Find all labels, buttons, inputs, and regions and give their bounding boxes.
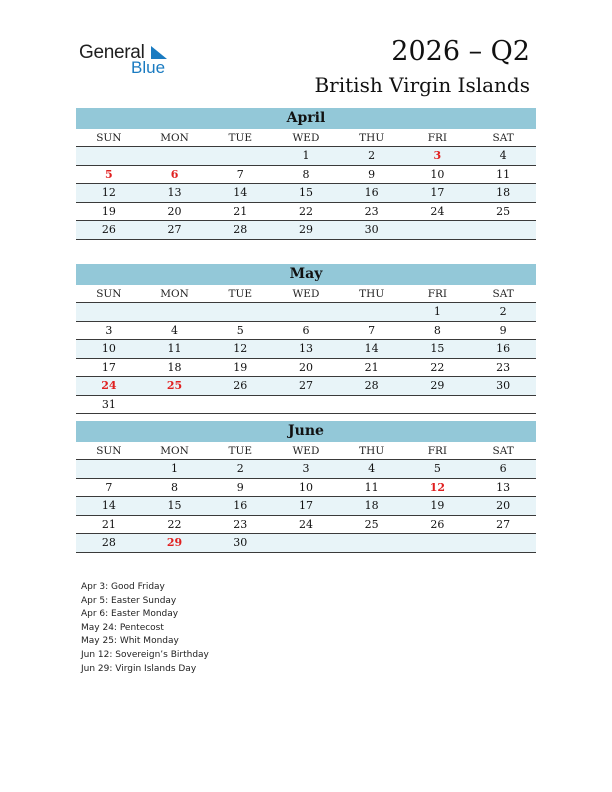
logo-text-blue: Blue: [131, 58, 166, 77]
day-cell: 27: [273, 377, 339, 396]
week-row: [76, 321, 536, 340]
week-row: [76, 515, 536, 534]
weekday-label: MON: [160, 131, 189, 144]
day-cell: 13: [273, 340, 339, 359]
weekday-label: MON: [160, 287, 189, 300]
day-cell: 10: [405, 165, 471, 184]
day-cell: 29: [142, 534, 208, 553]
holiday-list-item: Jun 29: Virgin Islands Day: [81, 663, 197, 674]
day-cell: 4: [339, 460, 405, 479]
week-row: [76, 395, 536, 414]
day-cell: 15: [405, 340, 471, 359]
week-row: [76, 202, 536, 221]
month-june: [76, 421, 536, 553]
day-cell: 24: [405, 202, 471, 221]
day-cell: 21: [76, 515, 142, 534]
empty-day-cell: [339, 534, 405, 553]
day-cell: 22: [273, 202, 339, 221]
day-cell: 8: [142, 478, 208, 497]
day-cell: 16: [470, 340, 536, 359]
day-cell: 20: [142, 202, 208, 221]
day-cell: 7: [207, 165, 273, 184]
day-cell: 3: [273, 460, 339, 479]
empty-day-cell: [405, 534, 471, 553]
day-cell: 21: [339, 358, 405, 377]
weekday-label: SAT: [492, 444, 514, 457]
day-cell: 2: [207, 460, 273, 479]
day-cell: 4: [142, 321, 208, 340]
empty-day-cell: [273, 303, 339, 322]
day-cell: 26: [76, 221, 142, 240]
day-cell: 18: [142, 358, 208, 377]
weekday-label: SUN: [96, 444, 122, 457]
empty-day-cell: [405, 221, 471, 240]
day-cell: 25: [339, 515, 405, 534]
day-cell: 11: [339, 478, 405, 497]
day-cell: 6: [470, 460, 536, 479]
day-cell: 9: [207, 478, 273, 497]
empty-day-cell: [339, 303, 405, 322]
holiday-list-item: May 25: Whit Monday: [81, 636, 179, 647]
day-cell: 9: [470, 321, 536, 340]
day-cell: 19: [405, 497, 471, 516]
day-cell: 2: [339, 147, 405, 166]
empty-day-cell: [339, 395, 405, 414]
generalblue-logo: [79, 40, 179, 80]
day-cell: 20: [273, 358, 339, 377]
weekday-label: SAT: [492, 131, 514, 144]
day-cell: 29: [405, 377, 471, 396]
day-cell: 7: [339, 321, 405, 340]
day-cell: 31: [76, 395, 142, 414]
weekday-label: SUN: [96, 287, 122, 300]
weekday-label: TUE: [228, 444, 253, 457]
day-cell: 21: [207, 202, 273, 221]
calendar-grid: [76, 129, 536, 240]
day-cell: 30: [339, 221, 405, 240]
day-cell: 8: [405, 321, 471, 340]
day-cell: 13: [470, 478, 536, 497]
day-cell: 6: [142, 165, 208, 184]
day-cell: 8: [273, 165, 339, 184]
day-cell: 14: [207, 184, 273, 203]
day-cell: 12: [76, 184, 142, 203]
empty-day-cell: [470, 395, 536, 414]
day-cell: 11: [142, 340, 208, 359]
day-cell: 17: [405, 184, 471, 203]
day-cell: 25: [142, 377, 208, 396]
day-cell: 10: [273, 478, 339, 497]
weekday-label: THU: [359, 444, 385, 457]
day-cell: 20: [470, 497, 536, 516]
day-cell: 6: [273, 321, 339, 340]
holiday-list-item: May 24: Pentecost: [81, 622, 164, 633]
weekday-label: MON: [160, 444, 189, 457]
weekday-label: THU: [359, 287, 385, 300]
day-cell: 30: [207, 534, 273, 553]
day-cell: 19: [76, 202, 142, 221]
week-row: [76, 340, 536, 359]
calendar-grid: [76, 285, 536, 414]
weekday-label: TUE: [228, 131, 253, 144]
day-cell: 15: [273, 184, 339, 203]
day-cell: 26: [207, 377, 273, 396]
day-cell: 5: [76, 165, 142, 184]
empty-day-cell: [76, 303, 142, 322]
day-cell: 13: [142, 184, 208, 203]
calendar-grid: [76, 442, 536, 553]
empty-day-cell: [207, 303, 273, 322]
week-row: [76, 497, 536, 516]
day-cell: 10: [76, 340, 142, 359]
day-cell: 3: [405, 147, 471, 166]
day-cell: 7: [76, 478, 142, 497]
weekday-label: FRI: [427, 444, 448, 457]
day-cell: 5: [207, 321, 273, 340]
day-cell: 1: [405, 303, 471, 322]
empty-day-cell: [470, 534, 536, 553]
week-row: [76, 534, 536, 553]
empty-day-cell: [76, 147, 142, 166]
holiday-list-item: Apr 6: Easter Monday: [81, 609, 179, 620]
day-cell: 1: [273, 147, 339, 166]
weekday-label: WED: [292, 131, 320, 144]
holiday-list-item: Apr 3: Good Friday: [81, 582, 165, 592]
day-cell: 12: [207, 340, 273, 359]
day-cell: 9: [339, 165, 405, 184]
day-cell: 14: [76, 497, 142, 516]
month-april: [76, 108, 536, 240]
day-cell: 22: [405, 358, 471, 377]
holiday-list: [81, 581, 209, 676]
empty-day-cell: [470, 221, 536, 240]
day-cell: 1: [142, 460, 208, 479]
day-cell: 28: [207, 221, 273, 240]
empty-day-cell: [273, 395, 339, 414]
logo-text-general: General: [79, 42, 145, 63]
day-cell: 14: [339, 340, 405, 359]
day-cell: 3: [76, 321, 142, 340]
weekday-label: WED: [292, 287, 320, 300]
empty-day-cell: [207, 147, 273, 166]
week-row: [76, 165, 536, 184]
weekday-label: THU: [359, 131, 385, 144]
weekday-label: SAT: [492, 287, 514, 300]
week-row: [76, 478, 536, 497]
empty-day-cell: [142, 147, 208, 166]
day-cell: 26: [405, 515, 471, 534]
empty-day-cell: [142, 395, 208, 414]
weekday-label: WED: [292, 444, 320, 457]
week-row: [76, 377, 536, 396]
day-cell: 4: [470, 147, 536, 166]
day-cell: 2: [470, 303, 536, 322]
weekday-label: FRI: [427, 287, 448, 300]
day-cell: 27: [470, 515, 536, 534]
day-cell: 23: [207, 515, 273, 534]
day-cell: 25: [470, 202, 536, 221]
day-cell: 27: [142, 221, 208, 240]
weekday-label: TUE: [228, 287, 253, 300]
day-cell: 30: [470, 377, 536, 396]
day-cell: 16: [207, 497, 273, 516]
day-cell: 24: [273, 515, 339, 534]
week-row: [76, 184, 536, 203]
day-cell: 16: [339, 184, 405, 203]
empty-day-cell: [207, 395, 273, 414]
month-name: June: [76, 421, 536, 442]
empty-day-cell: [405, 395, 471, 414]
month-name: May: [76, 264, 536, 285]
day-cell: 12: [405, 478, 471, 497]
day-cell: 19: [207, 358, 273, 377]
empty-day-cell: [142, 303, 208, 322]
day-cell: 11: [470, 165, 536, 184]
month-name: April: [76, 108, 536, 129]
day-cell: 23: [470, 358, 536, 377]
day-cell: 28: [76, 534, 142, 553]
weekday-label: FRI: [427, 131, 448, 144]
week-row: [76, 221, 536, 240]
month-may: [76, 264, 536, 414]
empty-day-cell: [76, 460, 142, 479]
day-cell: 28: [339, 377, 405, 396]
day-cell: 22: [142, 515, 208, 534]
day-cell: 15: [142, 497, 208, 516]
day-cell: 17: [273, 497, 339, 516]
week-row: [76, 303, 536, 322]
day-cell: 17: [76, 358, 142, 377]
day-cell: 23: [339, 202, 405, 221]
page-title: 2026 – Q2: [391, 36, 530, 67]
holiday-list-item: Apr 5: Easter Sunday: [81, 595, 177, 606]
weekday-label: SUN: [96, 131, 122, 144]
holiday-list-item: Jun 12: Sovereign’s Birthday: [81, 649, 209, 660]
day-cell: 5: [405, 460, 471, 479]
day-cell: 18: [339, 497, 405, 516]
week-row: [76, 147, 536, 166]
empty-day-cell: [273, 534, 339, 553]
week-row: [76, 460, 536, 479]
day-cell: 18: [470, 184, 536, 203]
country-subtitle: British Virgin Islands: [314, 73, 530, 97]
week-row: [76, 358, 536, 377]
day-cell: 24: [76, 377, 142, 396]
day-cell: 29: [273, 221, 339, 240]
